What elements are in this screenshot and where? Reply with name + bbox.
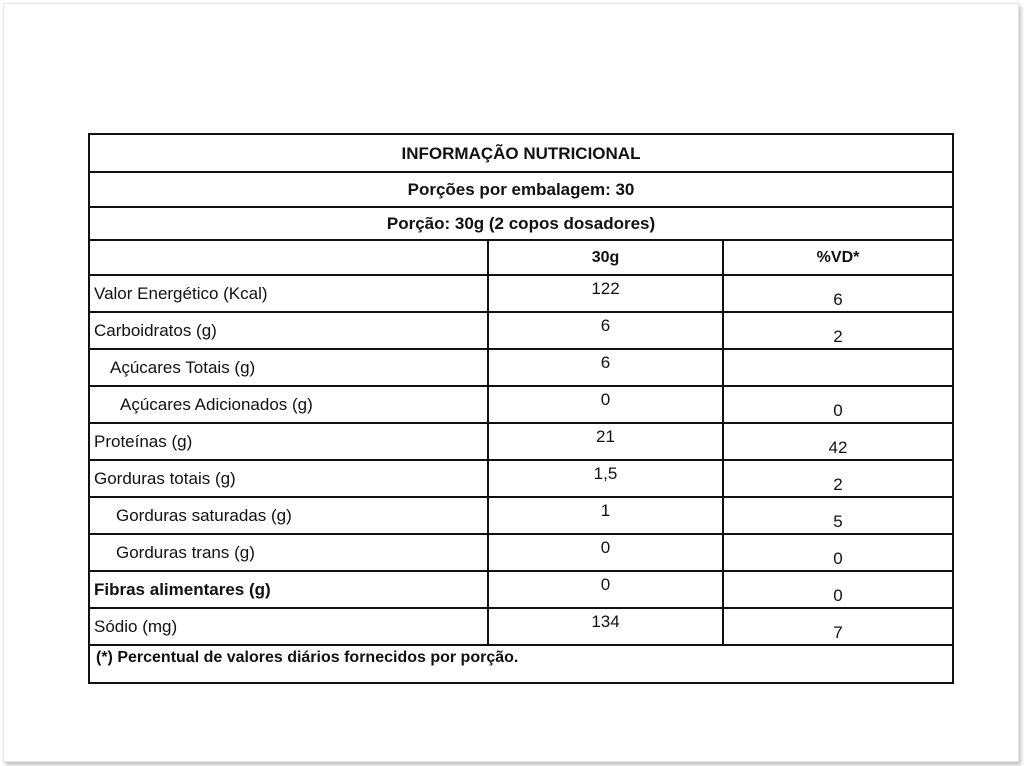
servings-per-package: Porções por embalagem: 30 [89, 172, 953, 207]
nutrient-daily-value: 2 [723, 460, 953, 497]
nutrient-daily-value: 0 [723, 571, 953, 608]
table-footnote: (*) Percentual de valores diários fornecidos por porção. [89, 645, 953, 683]
nutrient-amount: 134 [488, 608, 723, 645]
nutrient-daily-value: 42 [723, 423, 953, 460]
nutrient-label: Sódio (mg) [89, 608, 488, 645]
nutrient-amount: 1,5 [488, 460, 723, 497]
nutrient-amount: 0 [488, 571, 723, 608]
footnote-row [89, 645, 953, 683]
nutrient-amount: 0 [488, 534, 723, 571]
table-row [89, 571, 953, 608]
nutrient-label: Gorduras totais (g) [89, 460, 488, 497]
nutrient-amount: 0 [488, 386, 723, 423]
table-row [89, 608, 953, 645]
document-page [3, 3, 1019, 762]
nutrient-amount: 6 [488, 349, 723, 386]
table-row [89, 349, 953, 386]
nutrient-label: Carboidratos (g) [89, 312, 488, 349]
serving-size-row [89, 207, 953, 240]
table-row [89, 312, 953, 349]
nutrient-amount: 122 [488, 275, 723, 312]
nutrient-daily-value: 0 [723, 534, 953, 571]
table-title: INFORMAÇÃO NUTRICIONAL [89, 134, 953, 172]
nutrient-label: Valor Energético (Kcal) [89, 275, 488, 312]
nutrient-daily-value: 6 [723, 275, 953, 312]
table-title-row [89, 134, 953, 172]
column-header-row [89, 240, 953, 275]
column-header-amount: 30g [488, 240, 723, 275]
nutrient-label: Proteínas (g) [89, 423, 488, 460]
table-row [89, 534, 953, 571]
nutrient-label: Gorduras saturadas (g) [89, 497, 488, 534]
nutrition-facts-table [88, 133, 954, 684]
nutrient-daily-value [723, 349, 953, 386]
nutrient-daily-value: 2 [723, 312, 953, 349]
nutrient-amount: 1 [488, 497, 723, 534]
table-row [89, 386, 953, 423]
nutrient-label: Fibras alimentares (g) [89, 571, 488, 608]
nutrient-amount: 6 [488, 312, 723, 349]
nutrient-label: Açúcares Adicionados (g) [89, 386, 488, 423]
nutrient-daily-value: 5 [723, 497, 953, 534]
nutrient-daily-value: 7 [723, 608, 953, 645]
serving-size: Porção: 30g (2 copos dosadores) [89, 207, 953, 240]
nutrient-label: Açúcares Totais (g) [89, 349, 488, 386]
nutrient-daily-value: 0 [723, 386, 953, 423]
servings-row [89, 172, 953, 207]
nutrient-label: Gorduras trans (g) [89, 534, 488, 571]
column-header-nutrient [89, 240, 488, 275]
column-header-daily-value: %VD* [723, 240, 953, 275]
table-row [89, 497, 953, 534]
table-row [89, 275, 953, 312]
table-row [89, 460, 953, 497]
nutrient-amount: 21 [488, 423, 723, 460]
table-row [89, 423, 953, 460]
